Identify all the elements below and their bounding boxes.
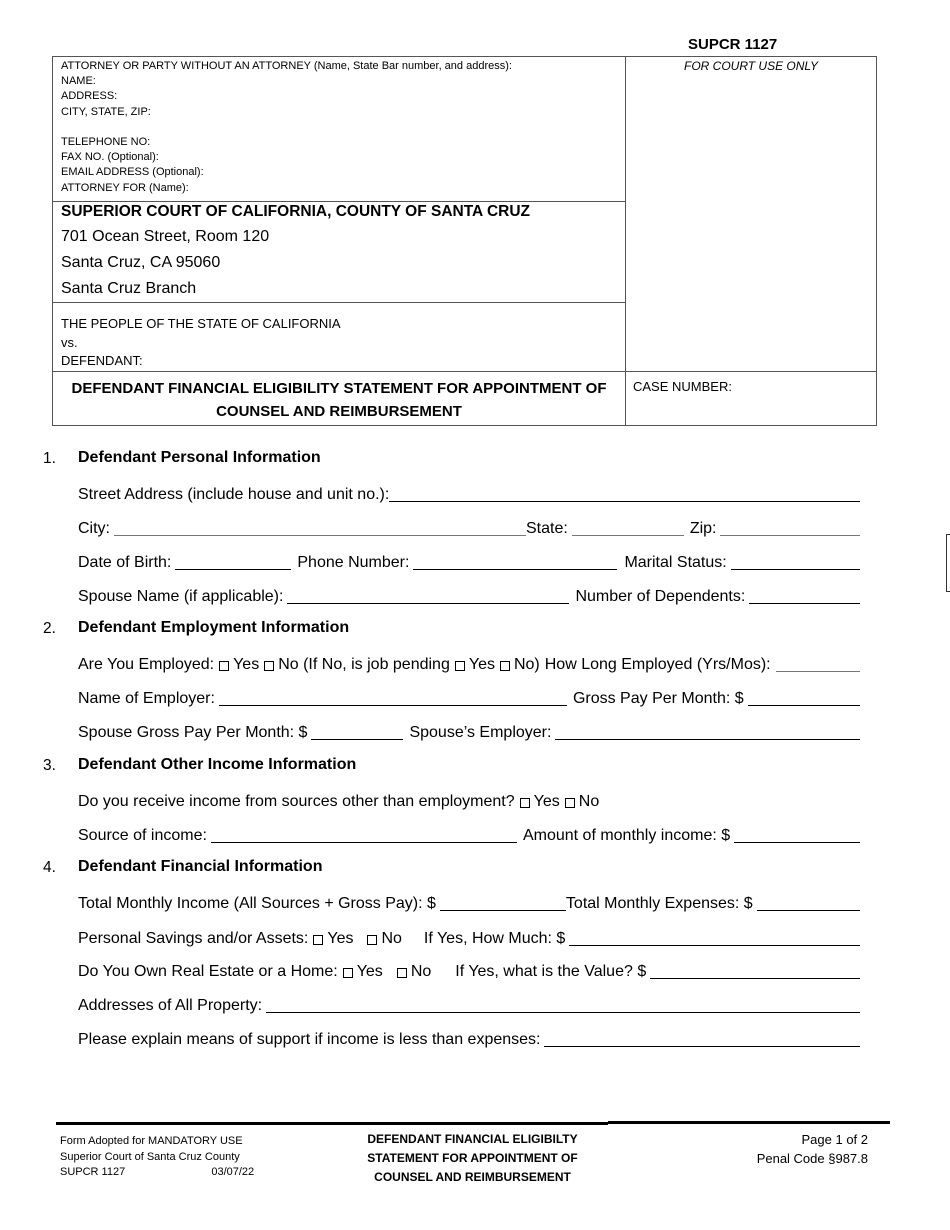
- attorney-fax: FAX NO. (Optional):: [61, 151, 159, 164]
- case-number-field[interactable]: CASE NUMBER:: [633, 379, 732, 394]
- means-of-support-row: [78, 1027, 860, 1049]
- real-estate-value-input[interactable]: [650, 961, 860, 979]
- employer-row: [78, 686, 860, 708]
- job-pending-no-checkbox[interactable]: [500, 661, 510, 671]
- how-long-input[interactable]: [776, 654, 860, 672]
- employed-yes-label: Yes: [233, 656, 260, 673]
- section-number: 1.: [43, 450, 56, 467]
- totals-row: [78, 891, 860, 913]
- court-city: Santa Cruz, CA 95060: [61, 254, 221, 271]
- attorney-block[interactable]: [61, 59, 512, 196]
- real-estate-value-label: If Yes, what is the Value? $: [455, 963, 647, 980]
- court-branch: Santa Cruz Branch: [61, 280, 197, 297]
- savings-no-checkbox[interactable]: [367, 935, 377, 945]
- phone-input[interactable]: [413, 552, 617, 570]
- savings-label: Personal Savings and/or Assets:: [78, 930, 309, 947]
- real-estate-no-label: No: [410, 963, 432, 980]
- section-title: Defendant Personal Information: [78, 449, 321, 466]
- caption-table: [52, 56, 877, 426]
- spouse-name-input[interactable]: [287, 586, 569, 604]
- dob-phone-marital-row: [78, 550, 860, 572]
- footer-title-line: COUNSEL AND REIMBURSEMENT: [374, 1170, 571, 1184]
- total-income-input[interactable]: [440, 893, 566, 911]
- spouse-employer-input[interactable]: [555, 722, 860, 740]
- column-divider: [625, 57, 626, 425]
- section-title: Defendant Employment Information: [78, 619, 350, 636]
- job-pending-yes-checkbox[interactable]: [455, 661, 465, 671]
- footer-rule: [608, 1121, 890, 1124]
- employer-input[interactable]: [219, 688, 567, 706]
- attorney-city: CITY, STATE, ZIP:: [61, 105, 151, 118]
- footer-adopted: Form Adopted for MANDATORY USE: [60, 1135, 243, 1147]
- other-income-label: Do you receive income from sources other than employment?: [78, 793, 515, 810]
- savings-no-label: No: [381, 930, 402, 947]
- section-title: Defendant Financial Information: [78, 858, 323, 875]
- attorney-name: NAME:: [61, 75, 96, 88]
- street-address-label: Street Address (include house and unit no.):: [78, 486, 390, 503]
- dependents-input[interactable]: [749, 586, 860, 604]
- savings-yes-checkbox[interactable]: [313, 935, 323, 945]
- savings-how-much-input[interactable]: [569, 928, 860, 946]
- dob-label: Date of Birth:: [78, 554, 172, 571]
- footer-form-row: [60, 1165, 254, 1181]
- explain-label: Please explain means of support if income is less than expenses:: [78, 1031, 541, 1048]
- total-expenses-input[interactable]: [757, 893, 860, 911]
- city-input[interactable]: [114, 518, 526, 536]
- footer-rule: [56, 1122, 608, 1125]
- section-title: Defendant Other Income Information: [78, 756, 357, 773]
- footer-title-line: STATEMENT FOR APPOINTMENT OF: [367, 1151, 578, 1165]
- other-income-yes-label: Yes: [533, 793, 560, 810]
- savings-how-much-label: If Yes, How Much: $: [423, 930, 566, 947]
- phone-label: Phone Number:: [297, 554, 410, 571]
- total-expenses-label: Total Monthly Expenses: $: [565, 895, 753, 912]
- property-addresses-row: [78, 993, 860, 1015]
- real-estate-yes-label: Yes: [356, 963, 383, 980]
- savings-yes-label: Yes: [327, 930, 354, 947]
- form-title: [53, 377, 625, 423]
- job-pending-no-label: No): [513, 656, 540, 673]
- spouse-gross-label: Spouse Gross Pay Per Month: $: [78, 724, 308, 741]
- form-title-line: DEFENDANT FINANCIAL ELIGIBILITY STATEMENT FOR APPOINTMENT OF: [71, 380, 607, 397]
- spouse-name-label: Spouse Name (if applicable):: [78, 588, 284, 605]
- gross-pay-input[interactable]: [748, 688, 860, 706]
- parties-block[interactable]: [61, 315, 341, 371]
- row-divider: [53, 302, 625, 303]
- attorney-telephone: TELEPHONE NO:: [61, 136, 151, 148]
- section-number: 3.: [43, 757, 56, 774]
- attorney-address: ADDRESS:: [61, 90, 118, 103]
- employed-row: [78, 652, 860, 674]
- source-income-row: [78, 823, 860, 845]
- gross-pay-label: Gross Pay Per Month: $: [572, 690, 744, 707]
- employed-yes-checkbox[interactable]: [219, 661, 229, 671]
- real-estate-yes-checkbox[interactable]: [343, 968, 353, 978]
- addresses-label: Addresses of All Property:: [78, 997, 263, 1014]
- employed-no-checkbox[interactable]: [264, 661, 274, 671]
- how-long-label: How Long Employed (Yrs/Mos):: [544, 656, 771, 673]
- job-pending-yes-label: Yes: [468, 656, 495, 673]
- marital-input[interactable]: [731, 552, 860, 570]
- zip-input[interactable]: [720, 518, 860, 536]
- attorney-email: EMAIL ADDRESS (Optional):: [61, 166, 204, 179]
- court-block: [61, 203, 530, 302]
- other-income-no-checkbox[interactable]: [565, 798, 575, 808]
- footer-title-line: DEFENDANT FINANCIAL ELIGIBILTY: [367, 1132, 578, 1146]
- form-id: SUPCR 1127: [688, 36, 778, 53]
- street-address-row: [78, 482, 860, 504]
- real-estate-label: Do You Own Real Estate or a Home:: [78, 963, 338, 980]
- footer-title: [340, 1130, 605, 1187]
- spouse-dependents-row: [78, 584, 860, 606]
- spouse-gross-input[interactable]: [311, 722, 403, 740]
- court-street: 701 Ocean Street, Room 120: [61, 228, 270, 245]
- city-state-zip-row: [78, 516, 860, 538]
- dependents-label: Number of Dependents:: [575, 588, 746, 605]
- explain-input[interactable]: [544, 1029, 860, 1047]
- versus: vs.: [61, 334, 78, 350]
- other-income-row: [78, 789, 860, 811]
- total-income-label: Total Monthly Income (All Sources + Gross Pay): $: [78, 895, 436, 912]
- plaintiff: THE PEOPLE OF THE STATE OF CALIFORNIA: [61, 316, 341, 331]
- monthly-income-label: Amount of monthly income: $: [522, 827, 731, 844]
- addresses-input[interactable]: [266, 995, 860, 1013]
- state-label: State:: [526, 520, 568, 537]
- state-input[interactable]: [572, 518, 684, 536]
- dob-input[interactable]: [175, 552, 291, 570]
- employer-label: Name of Employer:: [78, 690, 215, 707]
- row-divider: [53, 201, 625, 202]
- city-label: City:: [78, 520, 110, 537]
- other-income-no-label: No: [578, 793, 600, 810]
- page-number: Page 1 of 2: [801, 1132, 868, 1147]
- monthly-income-input[interactable]: [734, 825, 860, 843]
- footer-right: [700, 1130, 868, 1168]
- spouse-employer-label: Spouse’s Employer:: [409, 724, 552, 741]
- savings-row: [78, 926, 860, 948]
- other-income-yes-checkbox[interactable]: [520, 798, 530, 808]
- real-estate-no-checkbox[interactable]: [397, 968, 407, 978]
- section-number: 4.: [43, 859, 56, 876]
- spacer: [61, 120, 512, 135]
- employed-label: Are You Employed:: [78, 656, 215, 673]
- penal-code: Penal Code §987.8: [756, 1151, 868, 1166]
- spouse-pay-row: [78, 720, 860, 742]
- row-divider: [53, 371, 876, 372]
- zip-label: Zip:: [689, 520, 717, 537]
- margin-bracket: [946, 534, 950, 592]
- footer-date: 03/07/22: [211, 1166, 255, 1178]
- court-name: SUPERIOR COURT OF CALIFORNIA, COUNTY OF SANTA CRUZ: [61, 203, 531, 220]
- footer-court: Superior Court of Santa Cruz County: [60, 1150, 240, 1163]
- court-use-only: FOR COURT USE ONLY: [683, 59, 819, 73]
- attorney-line: ATTORNEY OR PARTY WITHOUT AN ATTORNEY (Name, State Bar number, and address):: [61, 60, 512, 72]
- section-number: 2.: [43, 620, 56, 637]
- form-title-line: COUNSEL AND REIMBURSEMENT: [216, 403, 462, 420]
- footer-form-id: SUPCR 1127: [60, 1166, 126, 1178]
- street-address-input[interactable]: [389, 484, 860, 502]
- attorney-for: ATTORNEY FOR (Name):: [61, 181, 189, 194]
- footer-left: [60, 1134, 254, 1181]
- source-income-label: Source of income:: [78, 827, 207, 844]
- marital-label: Marital Status:: [624, 554, 727, 571]
- source-income-input[interactable]: [211, 825, 517, 843]
- job-pending-label: No (If No, is job pending: [278, 656, 450, 673]
- real-estate-row: [78, 959, 860, 981]
- defendant-label: DEFENDANT:: [61, 353, 143, 368]
